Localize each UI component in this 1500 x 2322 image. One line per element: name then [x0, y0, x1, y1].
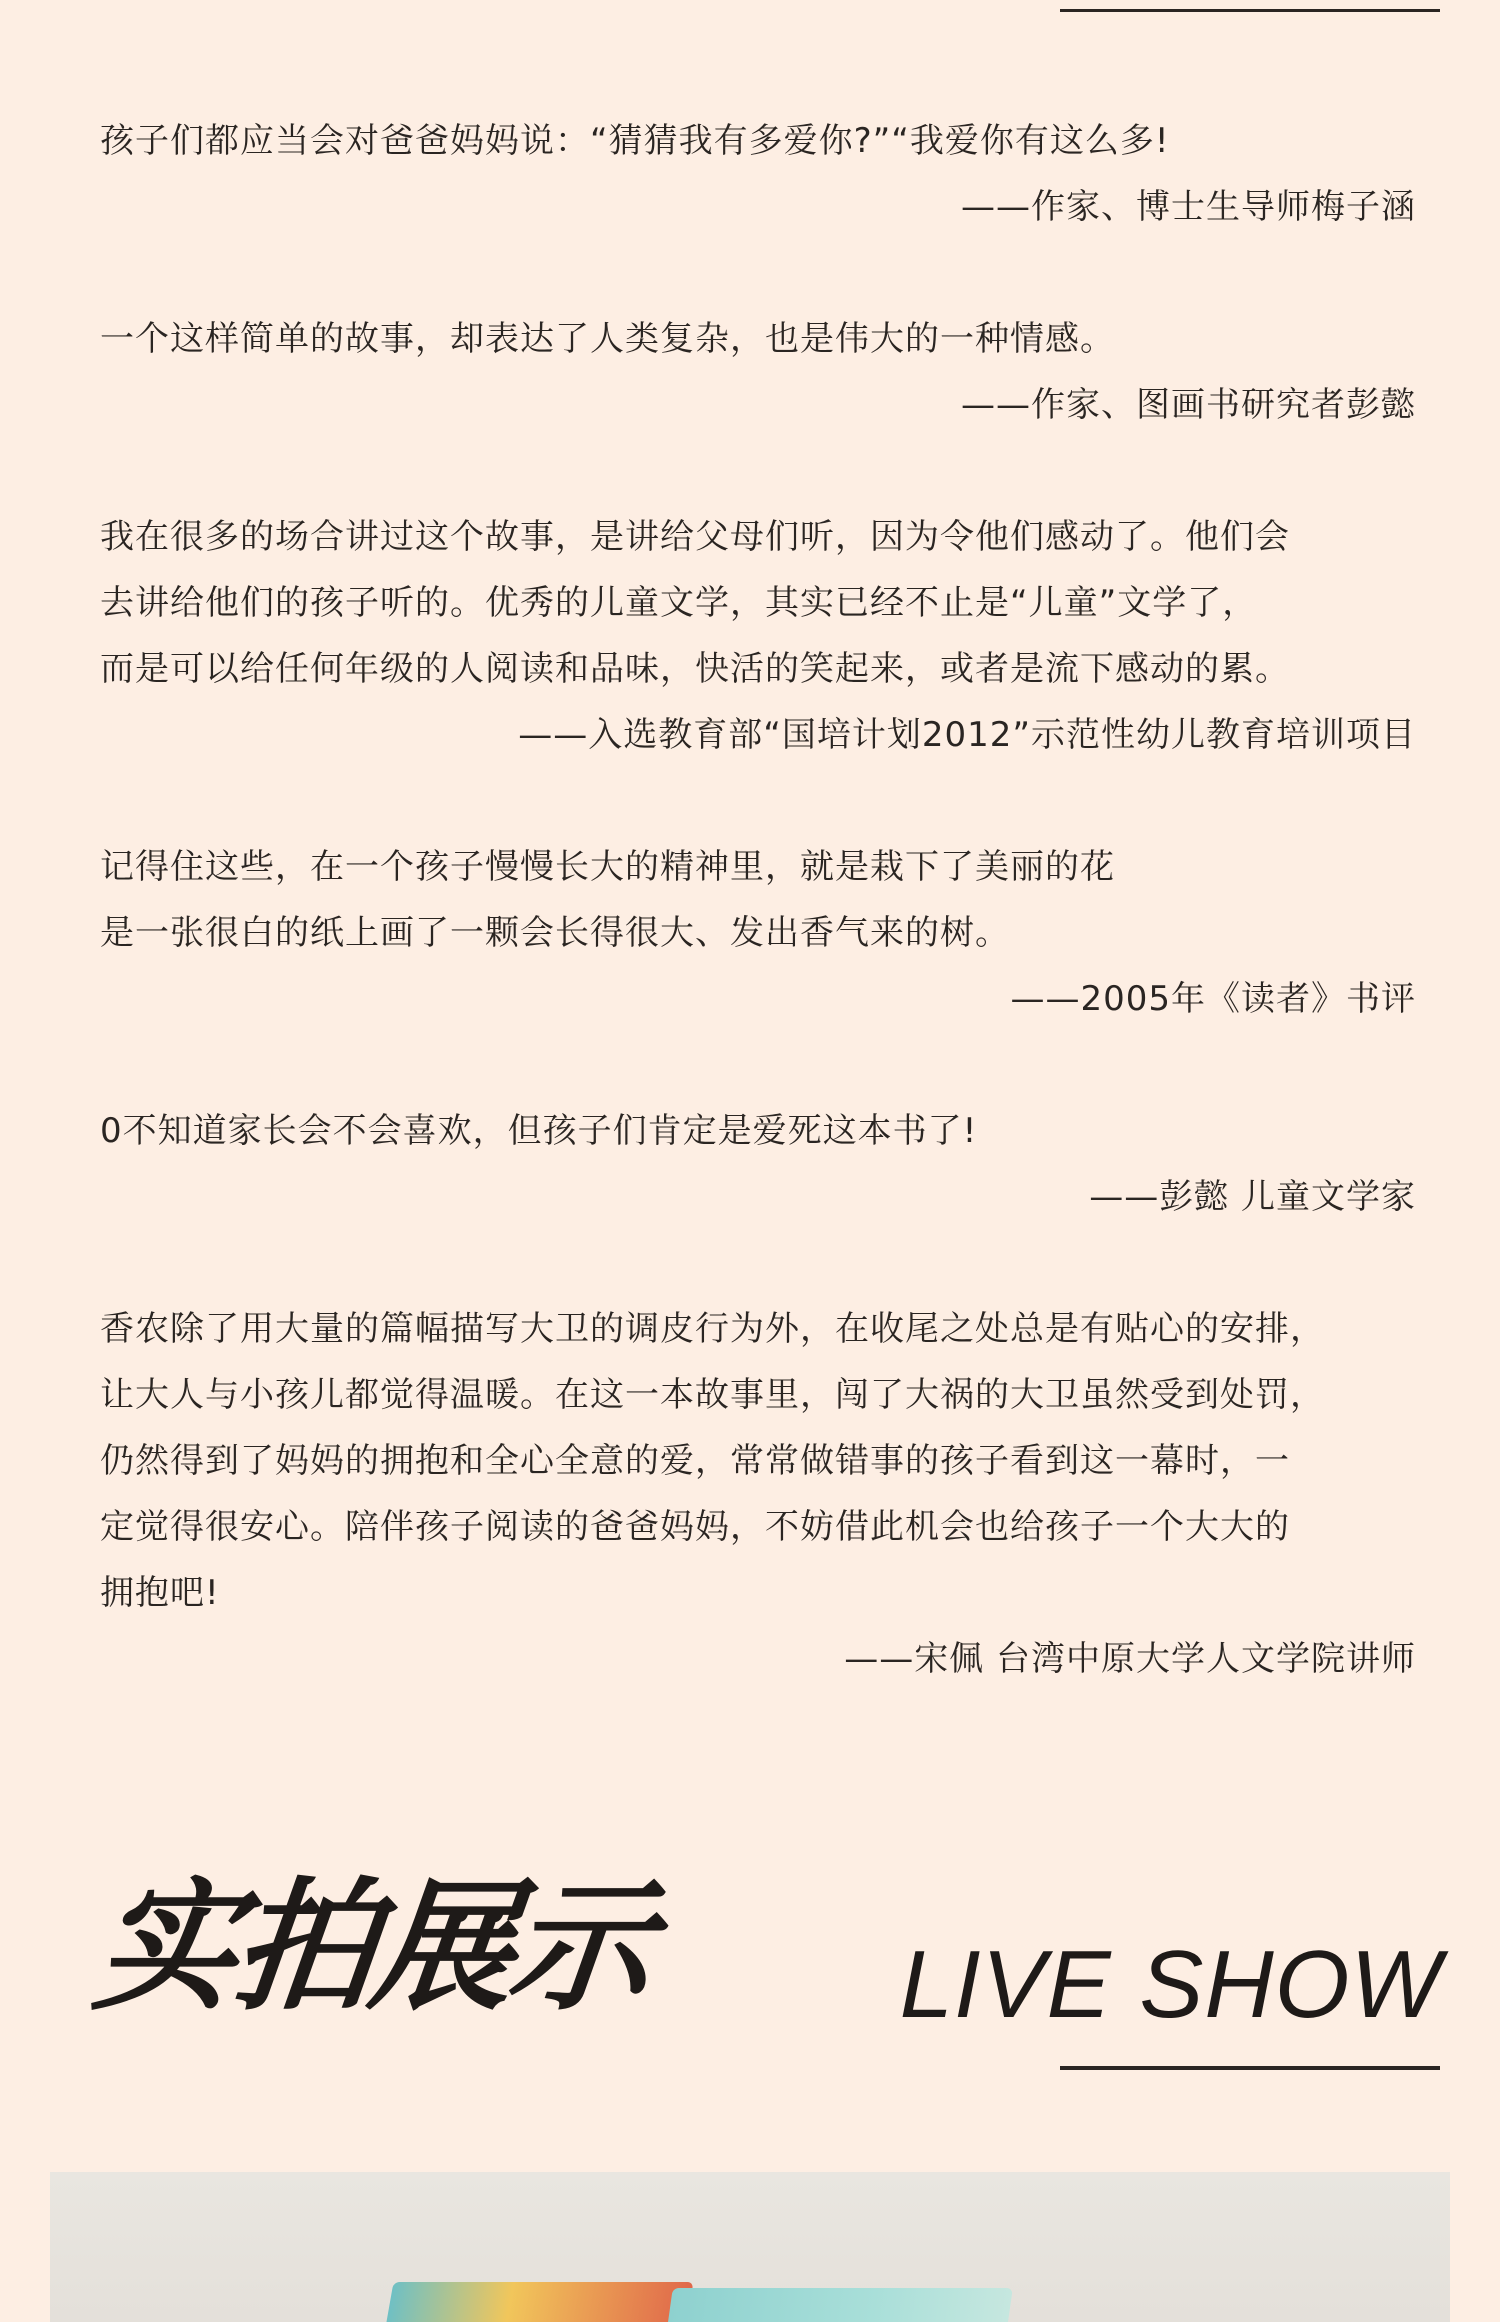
quote-attribution: ——宋佩 台湾中原大学人文学院讲师	[844, 1639, 1416, 1679]
quote-line: 我在很多的场合讲过这个故事，是讲给父母们听，因为令他们感动了。他们会	[100, 517, 1290, 557]
quote-attribution: ——入选教育部“国培计划2012”示范性幼儿教育培训项目	[518, 715, 1416, 755]
quote-line: 记得住这些，在一个孩子慢慢长大的精神里，就是栽下了美丽的花	[100, 847, 1115, 887]
section-subtitle: LIVE SHOW	[899, 1931, 1442, 2038]
quote-line: 香农除了用大量的篇幅描写大卫的调皮行为外，在收尾之处总是有贴心的安排，	[100, 1309, 1325, 1349]
quote-attribution: ——彭懿 儿童文学家	[1089, 1177, 1416, 1217]
quote-attribution: ——作家、博士生导师梅子涵	[961, 187, 1416, 227]
quote-block	[100, 1098, 1416, 1230]
quote-line: 孩子们都应当会对爸爸妈妈说：“猜猜我有多爱你?”“我爱你有这么多!	[100, 121, 1170, 161]
quote-line: 0不知道家长会不会喜欢，但孩子们肯定是爱死这本书了!	[100, 1111, 978, 1151]
book-cover-right	[667, 2288, 1013, 2322]
quote-line: 是一张很白的纸上画了一颗会长得很大、发出香气来的树。	[100, 913, 1010, 953]
quote-block	[100, 1296, 1416, 1692]
quote-attribution: ——作家、图画书研究者彭懿	[961, 385, 1416, 425]
section-divider	[1060, 2066, 1440, 2070]
quote-line: 去讲给他们的孩子听的。优秀的儿童文学，其实已经不止是“儿童”文学了，	[100, 583, 1258, 623]
quotes-section	[100, 108, 1416, 1758]
quote-line: 拥抱吧!	[100, 1573, 220, 1613]
book-cover-left	[386, 2282, 693, 2322]
product-photo	[50, 2172, 1450, 2322]
quote-block	[100, 504, 1416, 768]
top-divider	[1060, 9, 1440, 12]
quote-line: 让大人与小孩儿都觉得温暖。在这一本故事里，闯了大祸的大卫虽然受到处罚，	[100, 1375, 1325, 1415]
quote-line: 一个这样简单的故事，却表达了人类复杂，也是伟大的一种情感。	[100, 319, 1115, 359]
quote-line: 定觉得很安心。陪伴孩子阅读的爸爸妈妈，不妨借此机会也给孩子一个大大的	[100, 1507, 1290, 1547]
quote-block	[100, 306, 1416, 438]
quote-attribution: ——2005年《读者》书评	[1010, 979, 1416, 1019]
quote-block	[100, 108, 1416, 240]
quote-block	[100, 834, 1416, 1032]
section-title: 实拍展示	[87, 1865, 657, 2030]
quote-line: 而是可以给任何年级的人阅读和品味，快活的笑起来，或者是流下感动的累。	[100, 649, 1290, 689]
quote-line: 仍然得到了妈妈的拥抱和全心全意的爱，常常做错事的孩子看到这一幕时，一	[100, 1441, 1290, 1481]
